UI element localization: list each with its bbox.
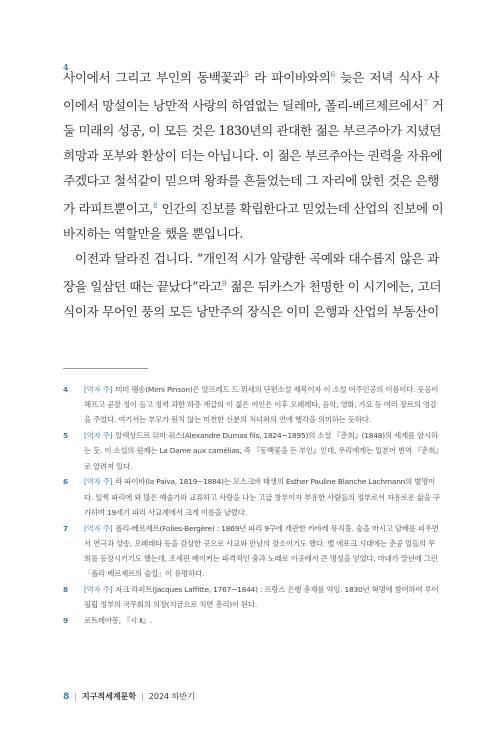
body-line (63, 246, 439, 271)
footnotes (63, 382, 441, 629)
footnote-number: 8 (63, 585, 68, 595)
footnote-text: 알렉상드르 뒤마 퓌스(Alexandre Dumas fils, 1824~1895)의 소설 『춘희』(1848)의 세계를 암시하는 듯. 이 소설의 원제는 La Dame aux camélias, 즉 『동백꽃을 든 부인』인데, 우리에게는 일본어 번역 『춘희』로 알려져 있다. (84, 431, 439, 471)
body-text-segment: 이전과 달라진 겁니다. “개인적 시가 알량한 곡예와 대수롭지 않은 과 (75, 251, 439, 266)
page-number: 8 (63, 691, 70, 702)
footnote-text: 미미 팽송(Mimi Pinson)은 알프레드 드 뮈세의 단편소설 제목이자 이 소설 여주인공의 이름이다. 웃음이 해프고 곧잘 정이 들고 정력 과한 하층 계급의 이 젊은 여인은 이후 오페레타, 음악, 영화, 가요 등 여러 장르의 영감을 주었다. 여기서는 부모가 원치 않는 미천한 신분의 처녀와의 연애 행각을 의미하는 듯하다. (84, 385, 439, 425)
body-line (63, 193, 444, 221)
footnote-number: 6 (63, 477, 68, 487)
footnote-item (63, 521, 441, 582)
journal-title: 지구적세계문학 (81, 692, 137, 701)
body-text-segment: 장을 일삼던 때는 끝났다”라고 (63, 279, 222, 294)
footnote-text: 폴리-베르제르(Folies-Bergère) : 1869년 파리 9구에 개관한 카바레 뮤직홀. 술을 마시고 담배를 피우면서 연극과 샹송, 오페레타 등을 감상한 곳으로 사교와 만남의 장소이기도 했다. 벨 에포크 시대에는 춘공 일들의 무희를 등장시키기도 했는데, 조세핀 베이커는 파격적인 춤과 노래로 이곳에서 큰 명성을 얻었다. 마네가 말년에 그린 「폴리 베르제르의 술집」이 유명하다. (84, 523, 439, 579)
footnote-number: 5 (63, 431, 68, 441)
body-line (63, 168, 439, 193)
body-line (63, 271, 442, 299)
footnote-text: 자크 라피트(Jacques Laffitte, 1767~1844) : 프랑스 은행 총재를 역임. 1830년 혁명에 참여하여 루이 필립 정부의 국무회의 의장(지금으로 치면 총리)이 된다. (84, 585, 439, 610)
body-text-segment: 사이에서 그리고 부인의 동백꽃과 (63, 70, 245, 85)
footnote-ref: 9 (221, 279, 227, 288)
body-text-segment: 이에서 망설이는 낭만적 사랑의 하염없는 딜레마, 폴리-베르제르에서 (63, 98, 424, 113)
body-text-segment: 둘 미래의 성공, 이 모든 것은 1830년의 관대한 젊은 부르주아가 지녔던 (63, 123, 442, 138)
footnote-divider (63, 368, 148, 369)
body-text-segment: 라 파이바와의 (249, 70, 331, 85)
body-line (63, 299, 439, 324)
footnote-ref: 5 (244, 70, 249, 79)
footnote-text: 로트레아몽, 『시 Ⅱ』. (84, 616, 153, 626)
footnote-item (63, 613, 441, 628)
footnote-number: 7 (63, 523, 68, 533)
footnote-number: 4 (63, 385, 68, 394)
body-text (63, 62, 444, 324)
footnote-item (63, 582, 441, 612)
body-line (63, 62, 439, 90)
body-text-segment: 식이자 무어인 풍의 모든 낭만주의 장식은 이미 은행과 산업의 부동산이 (63, 304, 439, 319)
body-text-segment: 바지하는 역할만을 했을 뿐입니다. (63, 226, 244, 241)
body-text-segment: 주겠다고 철석같이 믿으며 왕좌를 흔들었는데 그 자리에 앉힌 것은 은행 (63, 173, 439, 188)
footer-separator: | (74, 692, 77, 701)
translator-note-tag: [역자 주] (84, 385, 113, 394)
footnote-number: 9 (63, 616, 68, 626)
body-line (63, 90, 444, 118)
footnote-text: 라 파이바(la Païva, 1819~1884)는 모스크바 태생의 Esther Pauline Blanche Lachmann의 별명이다. 일찍 파리에 와 많은 예술가와 교류하고 사랑을 나눈 고급 창부이자 부유한 사람들의 정부로서 자유로운 삶을 구가하며 19세기 파리 사교계에서 크게 이름을 날렸다. (84, 477, 440, 517)
body-text-segment: 거 (428, 98, 444, 113)
footnote-ref: 7 (423, 98, 429, 107)
body-text-segment: 희망과 포부와 환상이 더는 아닙니다. 이 젊은 부르주아는 권력을 자유에 (63, 148, 443, 163)
body-line (63, 221, 439, 246)
translator-note-tag: [역자 주] (84, 431, 113, 441)
body-text-segment: 가 라피트뿐이고, (63, 201, 154, 216)
footnote-ref: 8 (153, 201, 158, 210)
footer-separator: | (141, 692, 144, 701)
translator-note-tag: [역자 주] (84, 477, 113, 487)
body-text-segment: 인간의 진보를 확립한다고 믿었는데 산업의 진보에 이 (157, 201, 444, 216)
translator-note-tag: [역자 주] (84, 585, 113, 595)
footnote-item (63, 382, 441, 428)
body-line (63, 118, 442, 143)
issue-label: 2024 하반기 (148, 692, 195, 701)
body-line (63, 143, 443, 168)
translator-note-tag: [역자 주] (84, 523, 113, 533)
footnote-ref: 6 (330, 70, 336, 79)
body-text-segment: 늦은 저녁 식사 사 (335, 70, 439, 85)
footnote-marker-4: 4 (63, 62, 69, 72)
footnote-item (63, 428, 441, 474)
page-footer (63, 691, 195, 702)
footnote-item (63, 474, 441, 520)
body-text-segment: 젊은 뒤카스가 천명한 이 시기에는, 고더 (226, 279, 442, 294)
